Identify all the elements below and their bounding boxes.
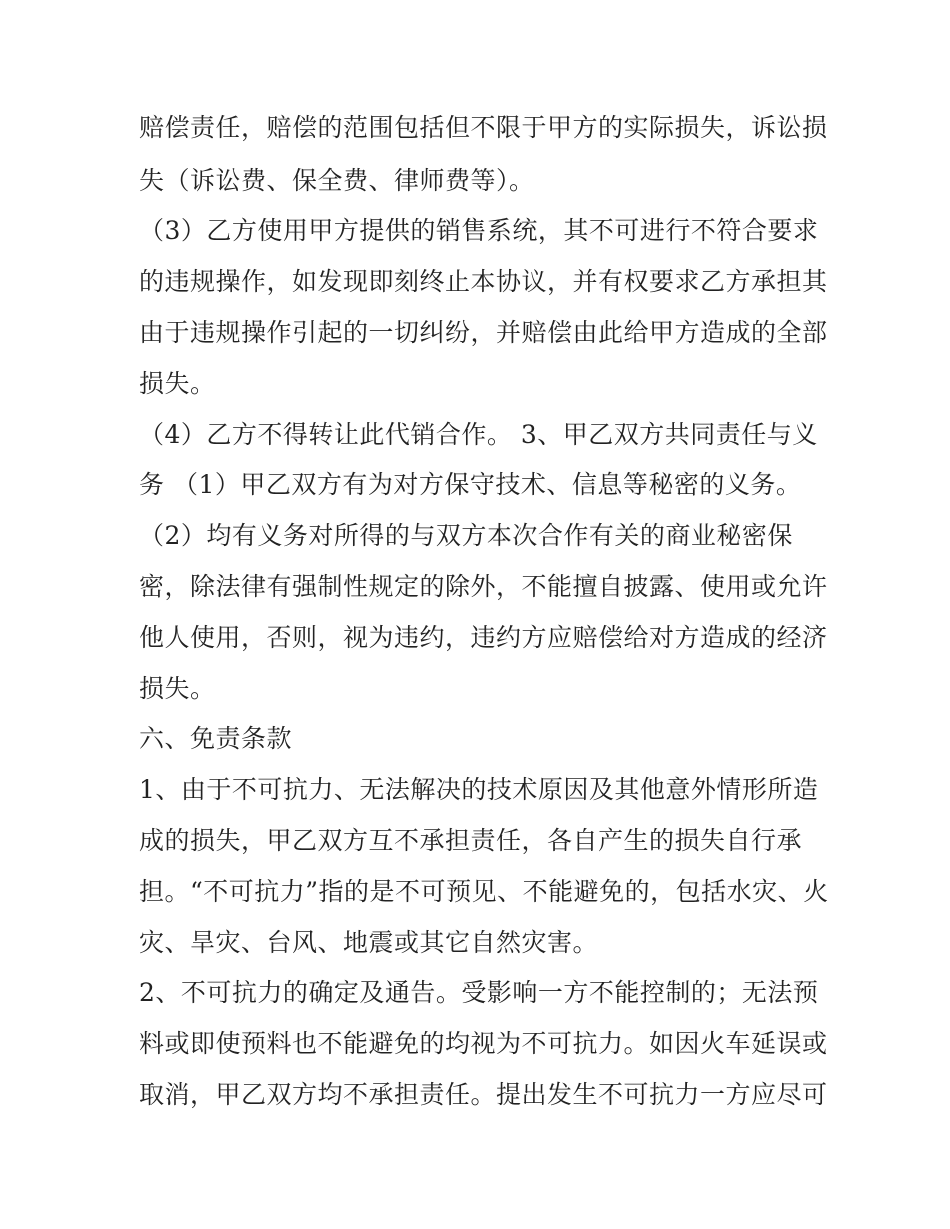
- text-line: （4）乙方不得转让此代销合作。 3、甲乙双方共同责任与义: [139, 420, 818, 449]
- text-line: 务 （1）甲乙双方有为对方保守技术、信息等秘密的义务。: [139, 470, 802, 499]
- text-line: 密，除法律有强制性规定的除外，不能擅自披露、使用或允许: [139, 572, 828, 601]
- text-line: 1、由于不可抗力、无法解决的技术原因及其他意外情形所造: [139, 775, 819, 804]
- text-line: 取消，甲乙双方均不承担责任。提出发生不可抗力一方应尽可: [139, 1080, 828, 1109]
- text-line: 损失。: [139, 369, 216, 398]
- text-line: 灾、旱灾、台风、地震或其它自然灾害。: [139, 928, 599, 957]
- text-line: 损失。: [139, 674, 216, 703]
- text-line: 2、不可抗力的确定及通告。受影响一方不能控制的；无法预: [139, 978, 819, 1007]
- text-line: 担。“不可抗力”指的是不可预见、不能避免的，包括水灾、火: [139, 877, 829, 906]
- text-line: 由于违规操作引起的一切纠纷，并赔偿由此给甲方造成的全部: [139, 318, 828, 347]
- text-line: 失（诉讼费、保全费、律师费等）。: [139, 166, 535, 195]
- text-line: （3）乙方使用甲方提供的销售系统，其不可进行不符合要求: [139, 216, 819, 245]
- text-line: 赔偿责任，赔偿的范围包括但不限于甲方的实际损失，诉讼损: [139, 113, 828, 142]
- section-heading: 六、免责条款: [139, 724, 293, 753]
- text-line: （2）均有义务对所得的与双方本次合作有关的商业秘密保: [139, 521, 793, 550]
- text-line: 成的损失，甲乙双方互不承担责任，各自产生的损失自行承: [139, 826, 803, 855]
- text-line: 料或即使预料也不能避免的均视为不可抗力。如因火车延误或: [139, 1029, 828, 1058]
- text-line: 他人使用，否则，视为违约，违约方应赔偿给对方造成的经济: [139, 623, 828, 652]
- text-line: 的违规操作，如发现即刻终止本协议，并有权要求乙方承担其: [139, 267, 828, 296]
